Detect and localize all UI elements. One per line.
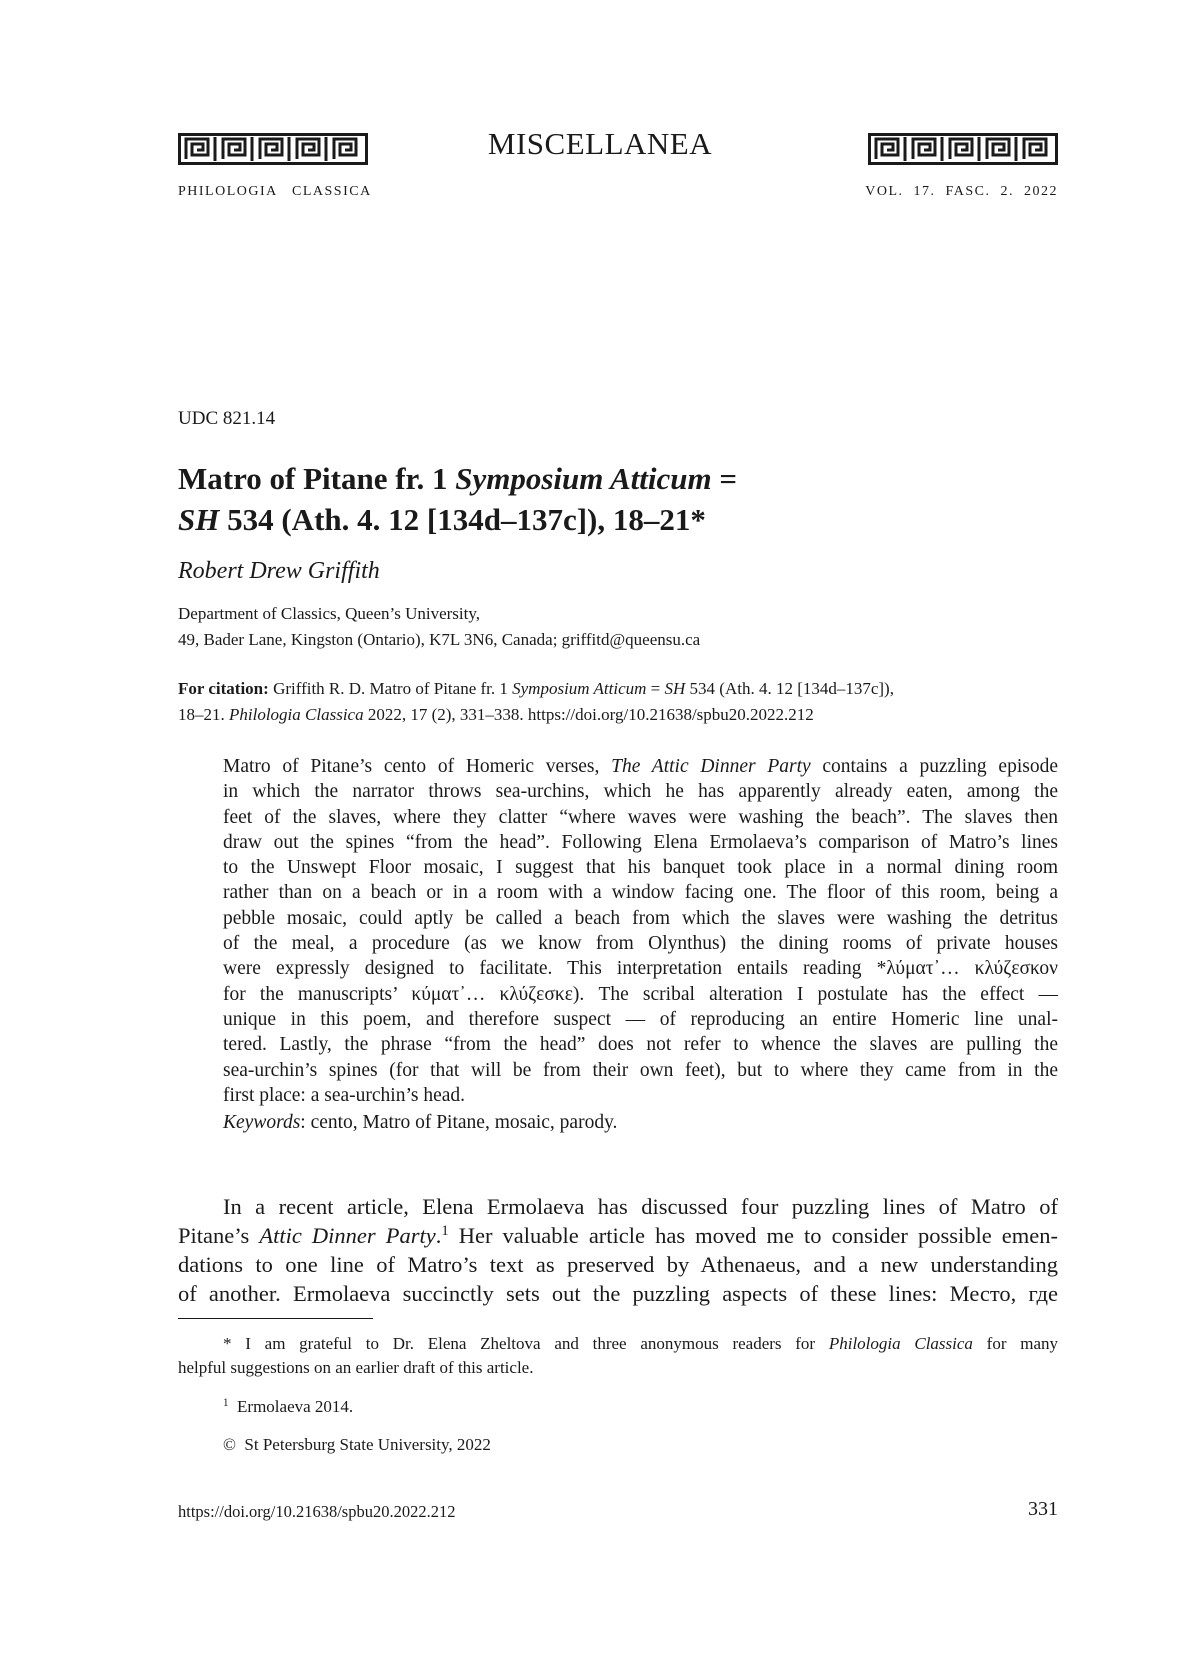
footnote-star: * I am grateful to Dr. Elena Zheltova and three anonymous readers for Philologia Classica for many helpful suggestions on an earlier draft of this article. [178,1334,1059,1377]
udc-code: UDC 821.14 [178,408,276,429]
citation-label: For citation: [178,679,269,698]
author-name: Robert Drew Griffith [178,558,380,584]
copyright-notice: © St Petersburg State University, 2022 [223,1435,491,1454]
section-masthead: MISCELLANEA [487,126,713,161]
footnote-divider [178,1318,373,1319]
article-title: Matro of Pitane fr. 1 Symposium Atticum = SH 534 (Ath. 4. 12 [134d–137c]), 18–21* [178,461,738,537]
issue-info: VOL. 17. FASC. 2. 2022 [865,184,1058,199]
footnote-1: $^1$ Ermolaeva 2014. [223,1396,354,1416]
page-number: 331 [1028,1498,1058,1520]
greek-key-ornament-right [868,133,1058,165]
journal-name: PHILOLOGIA CLASSICA [178,184,372,199]
footer-doi-link[interactable]: https://doi.org/10.21638/spbu20.2022.212 [178,1502,456,1521]
abstract: Matro of Pitane’s cento of Homeric verses, The Attic Dinner Party contains a puzzling episode in which the narrator throws sea-urchins, which he has apparently already eaten, among the feet of the slaves, where they clatter “where waves were washing the beach”. The slaves then draw out the spines “from the head”. Following Elena Ermolaeva’s comparison of Matro’s lines to the Unswept Floor mosaic, I suggest that his banquet took place in a normal dining room rather than on a beach or in a room with a window facing one. The floor of this room, being a pebble mosaic, could aptly be called a beach from which the slaves were washing the detritus of the meal, a procedure (as we know from Olynthus) the dining rooms of private houses were expressly designed to facilitate. This interpretation entails reading *λύματ᾽… κλύζεσκον for the manuscripts’ κύματ᾽… κλύζεσκε). The scribal alteration I postulate has the effect — unique in this poem, and therefore suspect — of reproducing an entire Homeric line unal- tered. Lastly, the phrase “from the head” does not refer to whence the slaves are pulling the sea-urchin’s spines (for that will be from their own feet), but to where they came from in the first place: a sea-urchin’s head. [223,756,1058,1106]
author-affiliation: Department of Classics, Queen’s University, 49, Bader Lane, Kingston (Ontario), K7L 3N6, Canada; griffitd@queensu.ca [178,604,701,649]
citation-block: For citation: Griffith R. D. Matro of Pitane fr. 1 Symposium Atticum = SH 534 (Ath. 4. 12 [134d–137c]), 18–21. Philologia Classica 2022, 17 (2), 331–338. https://doi.org/10.21638/spbu20.2022.212 [178,679,894,724]
footnote-ref-1[interactable]: 1 [441,1222,449,1239]
keywords: Keywords: cento, Matro of Pitane, mosaic, parody. [223,1112,618,1133]
body-text: In a recent article, Elena Ermolaeva has discussed four puzzling lines of Matro of Pitane’s Attic Dinner Party.$^1$ Her valuable article has moved me to consider possible emen- dations to one line of Matro’s text as preserved by Athenaeus, and a new understanding of another. Ermolaeva succinctly sets out the puzzling aspects of these lines: Место, где [178,1194,1058,1306]
